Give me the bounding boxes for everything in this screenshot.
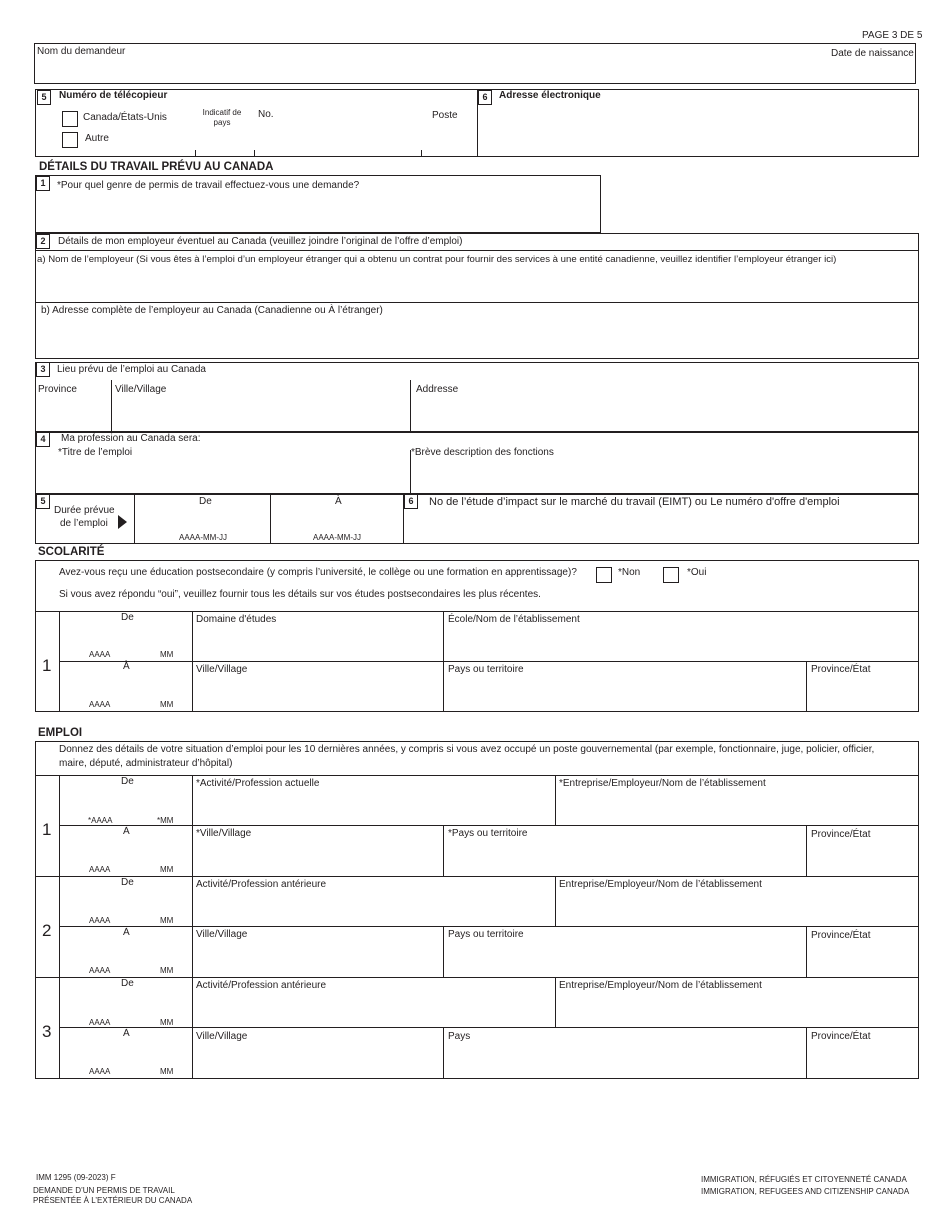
employer-details-label: Détails de mon employeur éventuel au Canada (veuillez joindre l’original de l’offre d’emploi) <box>58 236 463 247</box>
employment-intro-line2: maire, député, administrateur d’hôpital) <box>59 758 233 769</box>
work-province-input[interactable] <box>37 398 110 430</box>
employment-1-province-input[interactable] <box>808 843 917 875</box>
employment-2-employer-input[interactable] <box>557 893 917 925</box>
employment-2-to-input[interactable] <box>61 941 191 964</box>
arrow-right-icon <box>118 515 127 529</box>
duration-label-line1: Durée prévue <box>54 505 115 516</box>
work-address-input[interactable] <box>412 398 917 430</box>
education-header: SCOLARITÉ <box>38 546 105 558</box>
fax-other-checkbox[interactable] <box>62 132 78 148</box>
form-title-line1: DEMANDE D’UN PERMIS DE TRAVAIL <box>33 1186 175 1195</box>
employment-2-activity-input[interactable] <box>194 893 554 925</box>
employment-3-to-input[interactable] <box>61 1042 191 1065</box>
work-details-header: DÉTAILS DU TRAVAIL PRÉVU AU CANADA <box>39 161 274 173</box>
applicant-name-field[interactable] <box>36 60 914 82</box>
duration-from-label: De <box>199 496 212 507</box>
education-country-input[interactable] <box>445 678 805 710</box>
fax-extension-input[interactable] <box>423 134 475 150</box>
fax-number-badge: 5 <box>37 90 51 105</box>
education-from-input[interactable] <box>61 626 191 648</box>
employment-3-from-input[interactable] <box>61 993 191 1016</box>
lmia-label: No de l’étude d’impact sur le marché du travail (EIMT) ou Le numéro d'offre d'emploi <box>429 496 840 508</box>
duration-to-format: AAAA-MM-JJ <box>313 533 361 542</box>
applicant-name-label: Nom du demandeur <box>37 46 126 57</box>
employment-3-to-year-label: AAAA <box>89 1067 111 1076</box>
employment-1-employer-label: *Entreprise/Employeur/Nom de l’établissement <box>559 778 766 789</box>
fax-country-code-label: Indicatif de pays <box>202 108 242 127</box>
employer-name-input[interactable] <box>37 268 917 300</box>
employment-3-country-input[interactable] <box>445 1045 805 1077</box>
postsecondary-question: Avez-vous reçu une éducation postsecondaire (y compris l’université, le collège ou une formation en apprentissage)? <box>59 567 577 578</box>
employment-3-country-label: Pays <box>448 1031 471 1042</box>
q4-number-badge: 4 <box>36 432 50 447</box>
fax-country-code-input[interactable] <box>196 134 253 150</box>
employment-1-city-label: *Ville/Village <box>196 828 252 839</box>
employment-1-city-input[interactable] <box>194 842 442 875</box>
postsecondary-yes-label: *Oui <box>687 567 707 578</box>
employment-3-province-label: Province/État <box>811 1031 871 1042</box>
employment-2-to-label: À <box>123 927 130 938</box>
employment-2-province-label: Province/État <box>811 930 871 941</box>
employment-2-employer-label: Entreprise/Employeur/Nom de l’établissement <box>559 879 762 890</box>
fax-canada-us-label: Canada/États-Unis <box>83 112 167 123</box>
postsecondary-no-label: *Non <box>618 567 641 578</box>
form-title-line2: PRÉSENTÉE À L’EXTÉRIEUR DU CANADA <box>33 1196 193 1205</box>
employer-name-label: a) Nom de l’employeur (Si vous êtes à l’emploi d’un employeur étranger qui a obtenu un contrat pour fournir des services à une entité canadienne, veuillez identifier l’employeur étranger ici) <box>37 254 837 265</box>
employment-3-activity-label: Activité/Profession antérieure <box>196 980 327 991</box>
employment-header: EMPLOI <box>38 727 83 739</box>
employment-row-1-number: 1 <box>42 820 52 839</box>
permit-type-input[interactable] <box>37 196 599 231</box>
postsecondary-note: Si vous avez répondu “oui”, veuillez fournir tous les détails sur vos études postsecondaires les plus récentes. <box>59 589 541 600</box>
q3-number-badge: 3 <box>36 362 50 377</box>
school-name-input[interactable] <box>445 628 917 660</box>
department-name-en: IMMIGRATION, REFUGEES AND CITIZENSHIP CANADA <box>701 1187 910 1196</box>
duration-label-line2: de l’emploi <box>60 518 108 529</box>
job-title-input[interactable] <box>37 461 409 492</box>
employment-2-city-label: Ville/Village <box>196 929 248 940</box>
employment-1-country-input[interactable] <box>445 842 805 875</box>
duration-to-input[interactable] <box>272 510 402 532</box>
email-title: Adresse électronique <box>499 90 601 101</box>
employment-3-employer-input[interactable] <box>557 994 917 1026</box>
education-row-number: 1 <box>42 656 52 675</box>
employment-2-country-label: Pays ou territoire <box>448 929 524 940</box>
education-to-input[interactable] <box>61 676 191 698</box>
employment-1-activity-label: *Activité/Profession actuelle <box>196 778 320 789</box>
q6-number-badge: 6 <box>404 494 418 509</box>
education-to-year-label: AAAA <box>89 700 111 709</box>
employment-2-activity-label: Activité/Profession antérieure <box>196 879 327 890</box>
job-description-input[interactable] <box>412 461 917 492</box>
employment-2-country-input[interactable] <box>445 943 805 976</box>
employment-3-activity-input[interactable] <box>194 994 554 1026</box>
q2-number-badge: 2 <box>36 234 50 249</box>
employment-2-from-year-label: AAAA <box>89 916 111 925</box>
employment-intro-line1: Donnez des détails de votre situation d’emploi pour les 10 dernières années, y compris si vous avez occupé un poste gouvernemental (par exemple, fonctionnaire, juge, policier, officier, <box>59 744 875 755</box>
employment-1-to-month-label: MM <box>160 865 174 874</box>
q1-number-badge: 1 <box>36 176 50 191</box>
date-of-birth-label: Date de naissance <box>831 48 914 59</box>
school-name-label: École/Nom de l’établissement <box>448 614 580 625</box>
duration-to-label: À <box>335 496 342 507</box>
duration-from-input[interactable] <box>136 510 269 532</box>
email-number-badge: 6 <box>478 90 492 105</box>
employer-address-input[interactable] <box>37 319 917 357</box>
employment-1-from-year-label: *AAAA <box>88 816 113 825</box>
education-province-label: Province/État <box>811 664 871 675</box>
employment-1-to-input[interactable] <box>61 840 191 863</box>
education-country-label: Pays ou territoire <box>448 664 524 675</box>
job-description-label: *Brève description des fonctions <box>411 447 554 458</box>
employment-1-from-label: De <box>121 776 134 787</box>
employment-2-from-input[interactable] <box>61 892 191 914</box>
employment-2-province-input[interactable] <box>808 944 917 976</box>
permit-type-label: *Pour quel genre de permis de travail effectuez-vous une demande? <box>57 180 360 191</box>
employment-1-from-month-label: *MM <box>157 816 174 825</box>
employment-1-country-label: *Pays ou territoire <box>448 828 528 839</box>
postsecondary-yes-checkbox[interactable] <box>663 567 679 583</box>
employment-row-2-number: 2 <box>42 921 52 940</box>
education-city-label: Ville/Village <box>196 664 248 675</box>
employment-2-from-month-label: MM <box>160 916 174 925</box>
job-title-label: *Titre de l’emploi <box>58 447 133 458</box>
fax-canada-us-checkbox[interactable] <box>62 111 78 127</box>
postsecondary-no-checkbox[interactable] <box>596 567 612 583</box>
form-code: IMM 1295 (09-2023) F <box>36 1173 116 1182</box>
occupation-label: Ma profession au Canada sera: <box>61 433 201 444</box>
education-from-label: De <box>121 612 134 623</box>
employment-2-city-input[interactable] <box>194 943 442 976</box>
employment-1-from-input[interactable] <box>61 791 191 814</box>
employment-1-to-label: À <box>123 826 130 837</box>
department-name-fr: IMMIGRATION, RÉFUGIÉS ET CITOYENNETÉ CANADA <box>701 1175 907 1184</box>
employment-3-province-input[interactable] <box>808 1045 917 1077</box>
work-address-label: Addresse <box>416 384 459 395</box>
employment-3-employer-label: Entreprise/Employeur/Nom de l’établissement <box>559 980 762 991</box>
employment-row-3-number: 3 <box>42 1022 52 1041</box>
employer-address-label: b) Adresse complète de l’employeur au Canada (Canadienne ou À l’étranger) <box>41 305 383 316</box>
employment-3-from-label: De <box>121 978 134 989</box>
employment-3-from-year-label: AAAA <box>89 1018 111 1027</box>
employment-3-city-label: Ville/Village <box>196 1031 248 1042</box>
employment-3-city-input[interactable] <box>194 1045 442 1077</box>
fax-title: Numéro de télécopieur <box>59 90 168 101</box>
fax-no-label: No. <box>258 109 274 120</box>
employment-3-to-label: À <box>123 1028 130 1039</box>
fax-other-label: Autre <box>85 133 109 144</box>
email-input[interactable] <box>480 108 916 154</box>
education-from-year-label: AAAA <box>89 650 111 659</box>
employment-1-province-label: Province/État <box>811 829 871 840</box>
work-city-label: Ville/Village <box>115 384 167 395</box>
education-city-input[interactable] <box>194 678 442 710</box>
fax-number-input[interactable] <box>256 134 420 150</box>
employment-2-to-year-label: AAAA <box>89 966 111 975</box>
education-to-label: À <box>123 661 130 672</box>
page-number: PAGE 3 DE 5 <box>862 30 923 41</box>
work-province-label: Province <box>38 384 77 395</box>
education-from-month-label: MM <box>160 650 174 659</box>
employment-1-to-year-label: AAAA <box>89 865 111 874</box>
employment-3-from-month-label: MM <box>160 1018 174 1027</box>
work-city-input[interactable] <box>113 398 409 430</box>
education-to-month-label: MM <box>160 700 174 709</box>
education-province-input[interactable] <box>808 678 917 710</box>
lmia-input[interactable] <box>406 512 917 542</box>
employment-1-employer-input[interactable] <box>557 792 917 824</box>
field-of-study-label: Domaine d'études <box>196 614 277 625</box>
employment-1-activity-input[interactable] <box>194 792 554 824</box>
employment-2-to-month-label: MM <box>160 966 174 975</box>
fax-ext-label: Poste <box>432 110 458 121</box>
duration-from-format: AAAA-MM-JJ <box>179 533 227 542</box>
field-of-study-input[interactable] <box>194 628 442 660</box>
employment-2-from-label: De <box>121 877 134 888</box>
work-location-label: Lieu prévu de l’emploi au Canada <box>57 364 206 375</box>
employment-3-to-month-label: MM <box>160 1067 174 1076</box>
q5-number-badge: 5 <box>36 494 50 509</box>
